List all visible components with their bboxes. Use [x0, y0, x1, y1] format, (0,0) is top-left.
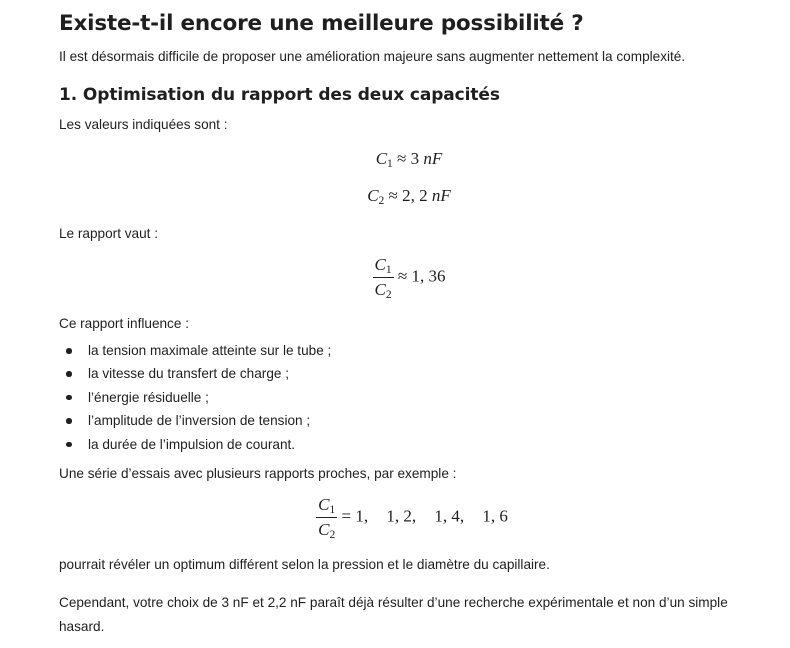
ratio-intro: Le rapport vaut : [59, 226, 158, 241]
influence-list [59, 339, 759, 456]
tests-fraction [316, 494, 337, 541]
ratio-value: 1, 36 [411, 266, 446, 286]
fraction-numerator [373, 254, 394, 277]
influence-intro: Ce rapport influence : [59, 316, 189, 331]
list-item: la vitesse du transfert de charge ; [59, 362, 759, 385]
tests-intro: Une série d’essais avec plusieurs rapports proches, par exemple : [59, 466, 457, 482]
eq2-number: 2, 2 [402, 186, 428, 205]
equation-ratio [59, 254, 759, 301]
denominator-symbol: C [318, 520, 330, 540]
denominator-subscript: 2 [385, 289, 392, 301]
denominator-symbol: C [374, 280, 386, 299]
eq1-unit: nF [423, 149, 443, 168]
equation-c1 [59, 148, 759, 170]
eq2-subscript: 2 [378, 195, 385, 207]
conclusion-paragraph: Cependant, votre choix de 3 nF et 2,2 nF paraît déjà résulter d’une recherche expérimentale et non d’un simple hasard. [59, 595, 728, 635]
eq1-symbol: C [375, 149, 388, 168]
numerator-symbol: C [318, 495, 330, 515]
eq1-relation: ≈ [397, 149, 407, 168]
tests-value: 1, 4, [434, 506, 465, 526]
tests-relation: = [341, 506, 352, 526]
list-item: la tension maximale atteinte sur le tube ; [59, 339, 759, 362]
ratio-fraction [373, 254, 394, 301]
list-item: la durée de l’impulsion de courant. [59, 433, 759, 456]
eq2-unit: nF [431, 186, 451, 205]
list-item: l’amplitude de l’inversion de tension ; [59, 409, 759, 432]
eq2-relation: ≈ [388, 186, 398, 205]
tests-value: 1, 2, [386, 506, 417, 526]
fraction-denominator [373, 277, 394, 301]
numerator-subscript: 1 [329, 504, 336, 517]
ratio-relation: ≈ [397, 266, 408, 286]
list-item: l’énergie résiduelle ; [59, 386, 759, 409]
intro-paragraph: Il est désormais difficile de proposer une amélioration majeure sans augmenter nettement la complexité. [59, 49, 686, 64]
optimum-paragraph: pourrait révéler un optimum différent selon la pression et le diamètre du capillaire. [59, 557, 550, 573]
eq1-number: 3 [410, 149, 420, 168]
numerator-subscript: 1 [385, 264, 392, 276]
eq2-symbol: C [367, 186, 379, 205]
denominator-subscript: 2 [329, 529, 336, 542]
values-intro: Les valeurs indiquées sont : [59, 117, 228, 132]
fraction-denominator [316, 517, 337, 541]
section-title: 1. Optimisation du rapport des deux capacités [59, 85, 500, 105]
fraction-numerator [316, 494, 337, 517]
equation-c2 [59, 185, 759, 207]
tests-value: 1, 6 [482, 506, 508, 526]
tests-value: 1, [355, 506, 369, 526]
numerator-symbol: C [374, 255, 386, 274]
page-title: Existe-t-il encore une meilleure possibilité ? [59, 11, 584, 36]
equation-tests [59, 494, 759, 541]
eq1-subscript: 1 [387, 158, 393, 170]
